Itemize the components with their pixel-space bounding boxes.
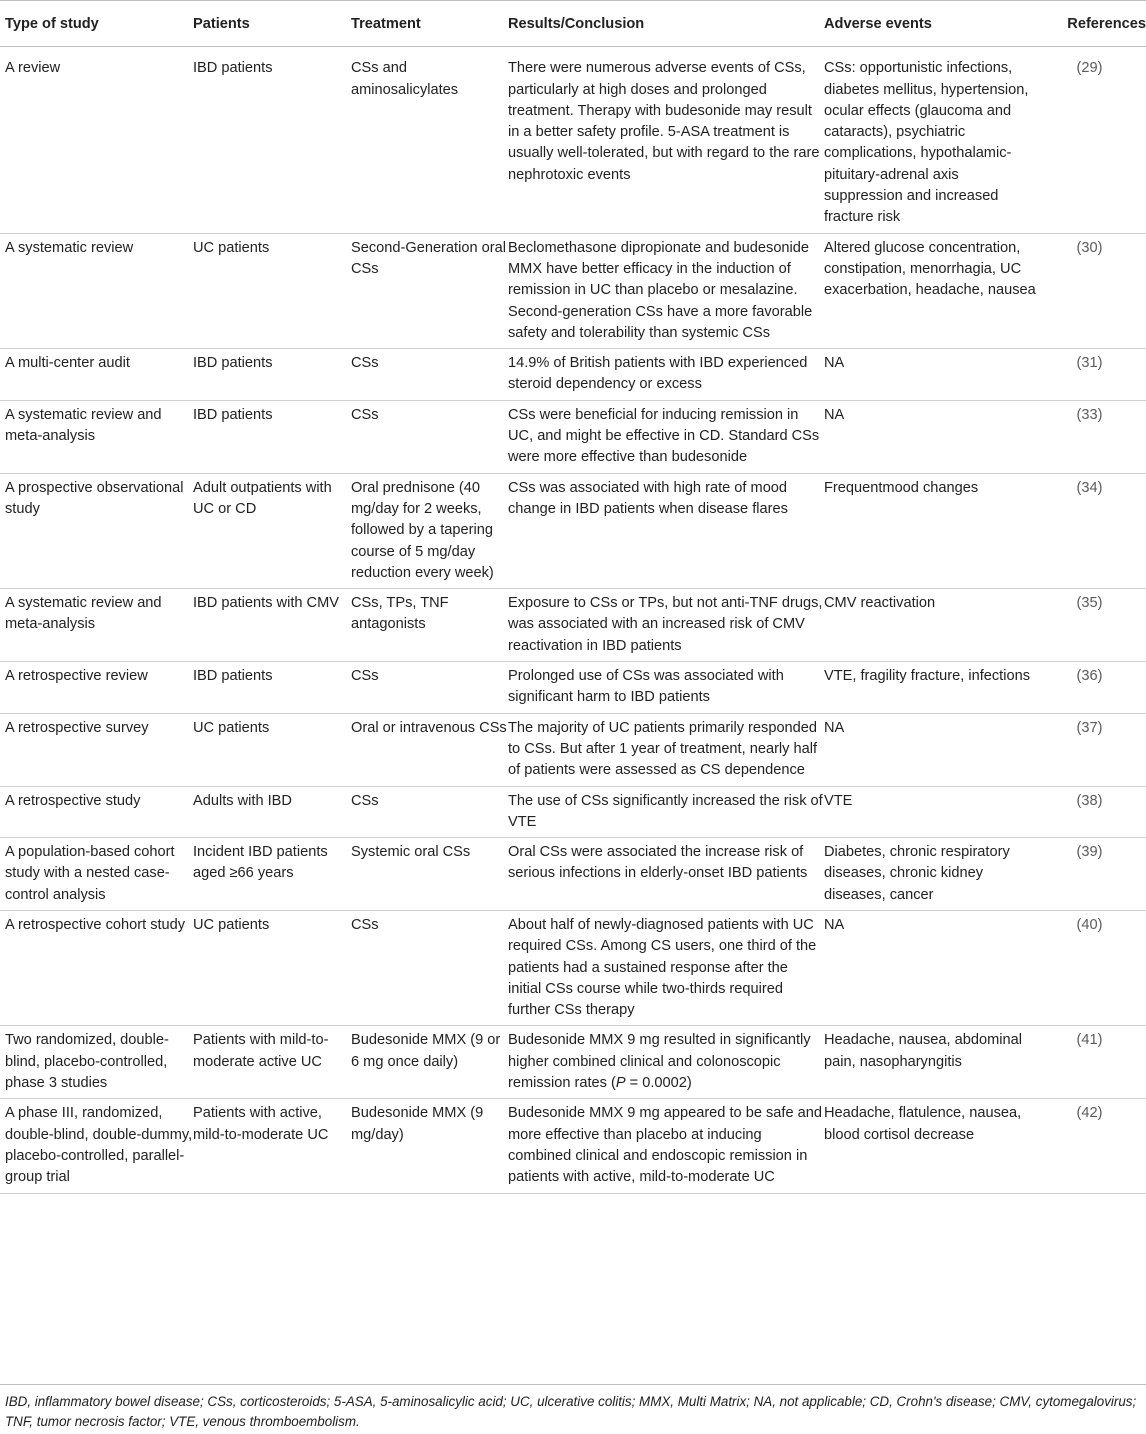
footnote-divider <box>0 1384 1146 1385</box>
header-references: References <box>1038 1 1146 47</box>
cell-treatment: Budesonide MMX (9 or 6 mg once daily) <box>351 1026 508 1099</box>
cell-treatment: CSs <box>351 662 508 714</box>
reference-link[interactable]: (37) <box>1076 719 1103 736</box>
cell-treatment: Oral prednisone (40 mg/day for 2 weeks, followed by a tapering course of 5 mg/day reduction every week) <box>351 473 508 588</box>
cell-patients: Incident IBD patients aged ≥66 years <box>193 838 351 911</box>
p-value-symbol: P <box>615 1075 626 1092</box>
cell-patients: UC patients <box>193 233 351 348</box>
cell-results: Beclomethasone dipropionate and budesonide MMX have better efficacy in the induction of remission in UC than placebo or mesalazine. Second-generation CSs have a more favorable safety and tolerability than systemic CSs <box>508 233 824 348</box>
table-row <box>0 400 1146 473</box>
cell-results: About half of newly-diagnosed patients with UC required CSs. Among CS users, one third of the patients had a sustained response after the initial CSs course while two-thirds required further CSs therapy <box>508 910 824 1025</box>
cell-type: A systematic review and meta-analysis <box>0 400 193 473</box>
cell-treatment: Oral or intravenous CSs <box>351 713 508 786</box>
reference-link[interactable]: (36) <box>1076 668 1103 685</box>
cell-adverse: Headache, flatulence, nausea, blood cortisol decrease <box>824 1099 1038 1193</box>
header-results: Results/Conclusion <box>508 1 824 47</box>
cell-treatment: CSs and aminosalicylates <box>351 47 508 233</box>
cell-type: A systematic review <box>0 233 193 348</box>
cell-adverse: CSs: opportunistic infections, diabetes mellitus, hypertension, ocular effects (glaucoma and cataracts), psychiatric complications, hypothalamic-pituitary-adrenal axis suppression and increased fracture risk <box>824 47 1038 233</box>
cell-results: Oral CSs were associated the increase risk of serious infections in elderly-onset IBD patients <box>508 838 824 911</box>
cell-adverse: Diabetes, chronic respiratory diseases, chronic kidney diseases, cancer <box>824 838 1038 911</box>
cell-adverse: CMV reactivation <box>824 589 1038 662</box>
cell-adverse: Altered glucose concentration, constipation, menorrhagia, UC exacerbation, headache, nausea <box>824 233 1038 348</box>
header-treatment: Treatment <box>351 1 508 47</box>
cell-adverse: NA <box>824 713 1038 786</box>
cell-patients: Adults with IBD <box>193 786 351 838</box>
cell-results: CSs were beneficial for inducing remission in UC, and might be effective in CD. Standard CSs were more effective than budesonide <box>508 400 824 473</box>
table-row <box>0 1099 1146 1193</box>
cell-treatment: CSs <box>351 349 508 401</box>
table-row <box>0 786 1146 838</box>
table-row <box>0 473 1146 588</box>
results-text-pre: Budesonide MMX 9 mg resulted in significantly higher combined clinical and colonoscopic remission rates ( <box>508 1032 811 1092</box>
reference-link[interactable]: (40) <box>1076 916 1103 933</box>
cell-results <box>508 1026 824 1099</box>
cell-type: A retrospective cohort study <box>0 910 193 1025</box>
cell-patients: Adult outpatients with UC or CD <box>193 473 351 588</box>
cell-treatment: CSs, TPs, TNF antagonists <box>351 589 508 662</box>
reference-link[interactable]: (33) <box>1076 406 1103 423</box>
reference-link[interactable]: (31) <box>1076 355 1103 372</box>
reference-link[interactable]: (39) <box>1076 844 1103 861</box>
table-row <box>0 349 1146 401</box>
cell-treatment: Budesonide MMX (9 mg/day) <box>351 1099 508 1193</box>
cell-patients: UC patients <box>193 713 351 786</box>
cell-type: A systematic review and meta-analysis <box>0 589 193 662</box>
cell-results: The use of CSs significantly increased the risk of VTE <box>508 786 824 838</box>
cell-patients: IBD patients <box>193 349 351 401</box>
results-text-post: = 0.0002) <box>625 1075 692 1092</box>
cell-type: A retrospective review <box>0 662 193 714</box>
cell-type: A retrospective study <box>0 786 193 838</box>
table-row <box>0 662 1146 714</box>
table-row <box>0 713 1146 786</box>
cell-type: A retrospective survey <box>0 713 193 786</box>
header-row <box>0 1 1146 47</box>
table-row <box>0 47 1146 233</box>
cell-results: Exposure to CSs or TPs, but not anti-TNF drugs, was associated with an increased risk of CMV reactivation in IBD patients <box>508 589 824 662</box>
reference-link[interactable]: (41) <box>1076 1032 1103 1049</box>
cell-patients: IBD patients <box>193 662 351 714</box>
cell-results: The majority of UC patients primarily responded to CSs. But after 1 year of treatment, nearly half of patients were assessed as CS dependence <box>508 713 824 786</box>
cell-patients: UC patients <box>193 910 351 1025</box>
cell-treatment: CSs <box>351 400 508 473</box>
header-adverse-events: Adverse events <box>824 1 1038 47</box>
cell-type: A review <box>0 47 193 233</box>
reference-link[interactable]: (42) <box>1076 1105 1103 1122</box>
cell-type: A population-based cohort study with a nested case-control analysis <box>0 838 193 911</box>
cell-results: Budesonide MMX 9 mg appeared to be safe and more effective than placebo at inducing combined clinical and endoscopic remission in patients with active, mild-to-moderate UC <box>508 1099 824 1193</box>
cell-results: There were numerous adverse events of CSs, particularly at high doses and prolonged treatment. Therapy with budesonide may result in a better safety profile. 5-ASA treatment is usually well-tolerated, but with regard to the rare nephrotoxic events <box>508 47 824 233</box>
reference-link[interactable]: (34) <box>1076 479 1103 496</box>
cell-results: CSs was associated with high rate of mood change in IBD patients when disease flares <box>508 473 824 588</box>
header-patients: Patients <box>193 1 351 47</box>
cell-type: A phase III, randomized, double-blind, double-dummy, placebo-controlled, parallel-group trial <box>0 1099 193 1193</box>
table-row <box>0 838 1146 911</box>
reference-link[interactable]: (30) <box>1076 239 1103 256</box>
table-footnote: IBD, inflammatory bowel disease; CSs, corticosteroids; 5-ASA, 5-aminosalicylic acid; UC, ulcerative colitis; MMX, Multi Matrix; NA, not applicable; CD, Crohn's disease; CMV, cytomegalovirus; TNF, tumor necrosis factor; VTE, venous thromboembolism. <box>5 1394 1137 1429</box>
cell-treatment: CSs <box>351 786 508 838</box>
cell-patients: IBD patients with CMV <box>193 589 351 662</box>
cell-patients: Patients with active, mild-to-moderate UC <box>193 1099 351 1193</box>
cell-patients: Patients with mild-to-moderate active UC <box>193 1026 351 1099</box>
cell-adverse: NA <box>824 910 1038 1025</box>
cell-patients: IBD patients <box>193 47 351 233</box>
cell-results: 14.9% of British patients with IBD experienced steroid dependency or excess <box>508 349 824 401</box>
cell-adverse: VTE, fragility fracture, infections <box>824 662 1038 714</box>
reference-link[interactable]: (35) <box>1076 595 1103 612</box>
cell-treatment: Systemic oral CSs <box>351 838 508 911</box>
cell-adverse: NA <box>824 349 1038 401</box>
cell-treatment: Second-Generation oral CSs <box>351 233 508 348</box>
cell-adverse: VTE <box>824 786 1038 838</box>
cell-type: A multi-center audit <box>0 349 193 401</box>
cell-adverse: Frequentmood changes <box>824 473 1038 588</box>
table-row <box>0 1026 1146 1099</box>
cell-treatment: CSs <box>351 910 508 1025</box>
reference-link[interactable]: (38) <box>1076 792 1103 809</box>
cell-type: Two randomized, double-blind, placebo-controlled, phase 3 studies <box>0 1026 193 1099</box>
cell-type: A prospective observational study <box>0 473 193 588</box>
table-row <box>0 910 1146 1025</box>
header-type-of-study: Type of study <box>0 1 193 47</box>
table-row <box>0 589 1146 662</box>
cell-results: Prolonged use of CSs was associated with significant harm to IBD patients <box>508 662 824 714</box>
cell-adverse: NA <box>824 400 1038 473</box>
reference-link[interactable]: (29) <box>1076 60 1103 77</box>
cell-patients: IBD patients <box>193 400 351 473</box>
table-row <box>0 233 1146 348</box>
cell-adverse: Headache, nausea, abdominal pain, nasopharyngitis <box>824 1026 1038 1099</box>
